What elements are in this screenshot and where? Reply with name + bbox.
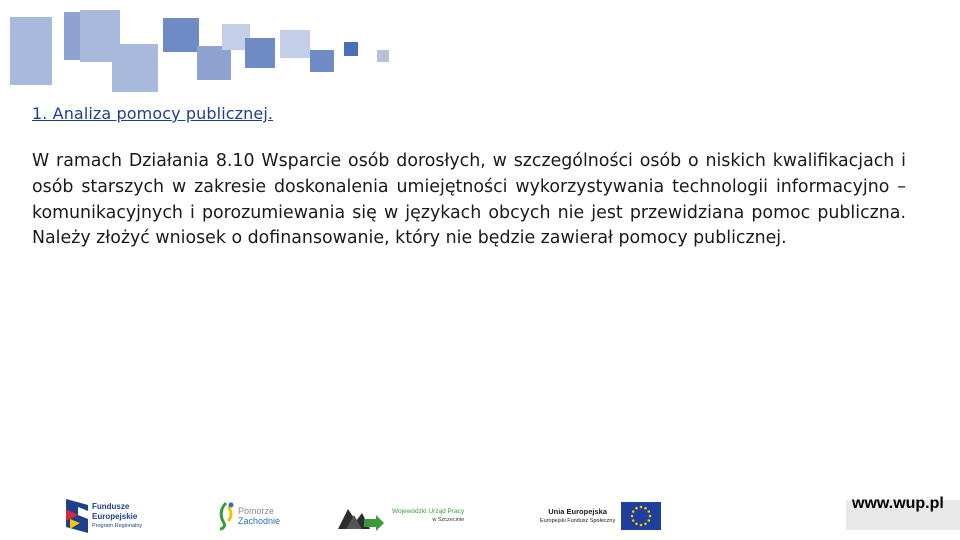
decor-square: [310, 50, 334, 72]
logo-fundusze-europejskie: [66, 498, 142, 534]
eu-flag-icon: [621, 502, 661, 530]
decor-square: [377, 50, 389, 62]
decor-square: [64, 12, 80, 60]
fe-line2: Europejskie: [92, 512, 138, 521]
section-heading: 1. Analiza pomocy publicznej.: [32, 104, 274, 123]
body-paragraph: W ramach Działania 8.10 Wsparcie osób dorosłych, w szczególności osób o niskich kwalifikacjach i osób starszych w zakresie doskonalenia umiejętności wykorzystywania technologii informacyjno – komunikacyjnych i porozumiewania się w językach obcych nie jest przewidziana pomoc publiczna. Należy złożyć wniosek o dofinansowanie, który nie będzie zawierał pomocy publicznej.: [32, 151, 906, 249]
wup-logo-icon: [338, 501, 386, 531]
fe-line1: Fundusze: [92, 502, 130, 511]
decor-square: [163, 18, 199, 52]
decor-square: [197, 46, 231, 80]
wup-line1: Wojewódzki Urząd Pracy: [392, 508, 465, 515]
decor-square: [344, 42, 358, 56]
decor-square: [245, 38, 275, 68]
fe-logo-icon: [66, 499, 88, 533]
pomorze-line1: Pomorze: [238, 506, 275, 516]
logo-unia-europejska: [540, 498, 661, 534]
decor-square: [10, 17, 52, 85]
logo-wup: [338, 498, 464, 534]
ue-line1: Unia Europejska: [548, 507, 607, 516]
pomorze-logo-icon: [216, 501, 236, 531]
fe-line3: Program Regionalny: [92, 523, 143, 529]
website-link[interactable]: www.wup.pl: [852, 495, 944, 512]
wup-line2: w Szczecinie: [432, 517, 465, 523]
logo-pomorze-zachodnie: [216, 498, 280, 534]
pomorze-line2: Zachodnie: [238, 516, 281, 526]
decor-square: [112, 44, 158, 92]
decor-square: [280, 30, 310, 58]
ue-line2: Europejski Fundusz Społeczny: [540, 518, 616, 524]
